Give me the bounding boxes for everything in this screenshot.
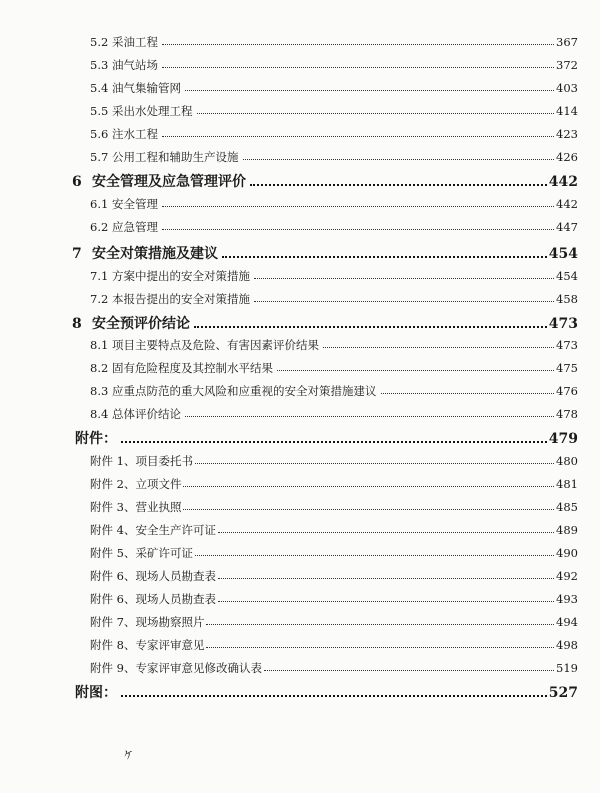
entry-title: 项目主要特点及危险、有害因素评价结果 [112,338,319,352]
toc-figures-heading[interactable] [75,682,578,702]
toc-chapter-7[interactable] [72,243,578,263]
toc-entry-6-2[interactable] [90,219,578,235]
attachment-page: 489 [556,523,578,537]
entry-page: 403 [556,81,578,95]
dot-leader [183,508,554,510]
dot-leader [162,43,554,45]
dot-leader [381,392,555,394]
toc-attachment-6b[interactable] [90,591,578,607]
toc-attachment-9[interactable] [90,660,578,676]
dot-leader [206,623,554,625]
toc-chapter-8[interactable] [72,313,578,333]
entry-title: 公用工程和辅助生产设施 [112,150,239,164]
attachment-title: 附件 1、项目委托书 [90,454,193,468]
chapter-number: 7 [72,246,82,262]
entry-title: 应急管理 [112,220,158,234]
attachment-page: 485 [556,500,578,514]
chapter-number: 8 [72,316,82,332]
entry-page: 423 [556,127,578,141]
entry-page: 414 [556,104,578,118]
entry-number: 5.5 [90,104,109,118]
dot-leader [218,600,554,602]
entry-title: 本报告提出的安全对策措施 [112,292,250,306]
entry-number: 8.1 [90,338,109,352]
chapter-number: 6 [72,174,82,190]
dot-leader [162,205,554,207]
toc-attachment-7[interactable] [90,614,578,630]
attachment-page: 493 [556,592,578,606]
dot-leader [197,112,555,114]
attachment-title: 附件 3、营业执照 [90,500,182,514]
toc-entry-8-3[interactable] [90,383,578,399]
entry-title: 油气站场 [112,58,158,72]
chapter-page: 473 [548,316,578,332]
toc-entry-5-4[interactable] [90,80,578,96]
entry-title: 安全管理 [112,197,158,211]
entry-page: 454 [556,269,578,283]
entry-number: 8.2 [90,361,109,375]
toc-entry-8-4[interactable] [90,406,578,422]
entry-number: 6.1 [90,197,109,211]
toc-attachment-8[interactable] [90,637,578,653]
entry-page: 372 [556,58,578,72]
attachment-title: 附件 8、专家评审意见 [90,638,205,652]
attachment-page: 494 [556,615,578,629]
dot-leader [206,646,554,648]
entry-number: 6.2 [90,220,109,234]
entry-number: 7.1 [90,269,109,283]
chapter-page: 442 [548,174,578,190]
dot-leader [162,135,554,137]
toc-attachments-heading[interactable] [75,428,578,448]
dot-leader [222,255,547,258]
attachment-title: 附件 6、现场人员勘查表 [90,592,216,606]
toc-attachment-3[interactable] [90,499,578,515]
attachment-page: 490 [556,546,578,560]
toc-entry-6-1[interactable] [90,196,578,212]
dot-leader [195,462,554,464]
dot-leader [162,228,554,230]
entry-number: 5.2 [90,35,109,49]
toc-attachment-4[interactable] [90,522,578,538]
dot-leader [162,66,554,68]
dot-leader [243,158,555,160]
toc-entry-8-1[interactable] [90,337,578,353]
entry-page: 475 [556,361,578,375]
entry-number: 7.2 [90,292,109,306]
dot-leader [323,346,554,348]
toc-attachment-5[interactable] [90,545,578,561]
toc-entry-5-2[interactable] [90,34,578,50]
entry-number: 5.4 [90,81,109,95]
entry-number: 5.6 [90,127,109,141]
entry-title: 注水工程 [112,127,158,141]
toc-entry-7-2[interactable] [90,291,578,307]
toc-entry-8-2[interactable] [90,360,578,376]
entry-number: 8.3 [90,384,109,398]
dot-leader [218,531,554,533]
attachment-title: 附件 9、专家评审意见修改确认表 [90,661,262,675]
entry-page: 458 [556,292,578,306]
chapter-title: 安全预评价结论 [92,316,190,332]
dot-leader [185,415,554,417]
toc-entry-7-1[interactable] [90,268,578,284]
toc-entry-5-3[interactable] [90,57,578,73]
chapter-page: 454 [548,246,578,262]
attachment-title: 附件 4、安全生产许可证 [90,523,216,537]
dot-leader [121,440,547,443]
entry-title: 采油工程 [112,35,158,49]
dot-leader [185,89,554,91]
dot-leader [250,183,547,186]
toc-entry-5-5[interactable] [90,103,578,119]
toc-attachment-6a[interactable] [90,568,578,584]
entry-page: 473 [556,338,578,352]
attachment-page: 498 [556,638,578,652]
entry-number: 5.3 [90,58,109,72]
attachment-title: 附件 5、采矿许可证 [90,546,193,560]
dot-leader [194,325,547,328]
toc-entry-5-6[interactable] [90,126,578,142]
entry-page: 426 [556,150,578,164]
toc-attachment-1[interactable] [90,453,578,469]
entry-page: 478 [556,407,578,421]
toc-chapter-6[interactable] [72,171,578,191]
toc-entry-5-7[interactable] [90,149,578,165]
attachment-page: 481 [556,477,578,491]
dot-leader [254,277,554,279]
entry-title: 固有危险程度及其控制水平结果 [112,361,273,375]
attachment-title: 附件 2、立项文件 [90,477,182,491]
dot-leader [277,369,554,371]
entry-title: 方案中提出的安全对策措施 [112,269,250,283]
attachments-title: 附件： [75,431,117,447]
entry-number: 8.4 [90,407,109,421]
toc-attachment-2[interactable] [90,476,578,492]
dot-leader [218,577,554,579]
entry-title: 采出水处理工程 [112,104,193,118]
attachment-title: 附件 6、现场人员勘查表 [90,569,216,583]
figures-page: 527 [548,685,578,701]
entry-number: 5.7 [90,150,109,164]
dot-leader [195,554,554,556]
attachment-page: 492 [556,569,578,583]
entry-page: 476 [556,384,578,398]
attachment-title: 附件 7、现场勘察照片 [90,615,205,629]
entry-title: 油气集输管网 [112,81,181,95]
dot-leader [183,485,554,487]
entry-title: 总体评价结论 [112,407,181,421]
entry-title: 应重点防范的重大风险和应重视的安全对策措施建议 [112,384,377,398]
dot-leader [254,300,554,302]
attachments-page: 479 [548,431,578,447]
entry-page: 367 [556,35,578,49]
chapter-title: 安全对策措施及建议 [92,246,218,262]
chapter-title: 安全管理及应急管理评价 [92,174,246,190]
figures-title: 附图： [75,685,117,701]
attachment-page: 519 [556,661,578,675]
attachment-page: 480 [556,454,578,468]
dot-leader [264,669,554,671]
dot-leader [121,694,547,697]
stray-pen-mark: ヶ [119,744,138,764]
entry-page: 442 [556,197,578,211]
entry-page: 447 [556,220,578,234]
